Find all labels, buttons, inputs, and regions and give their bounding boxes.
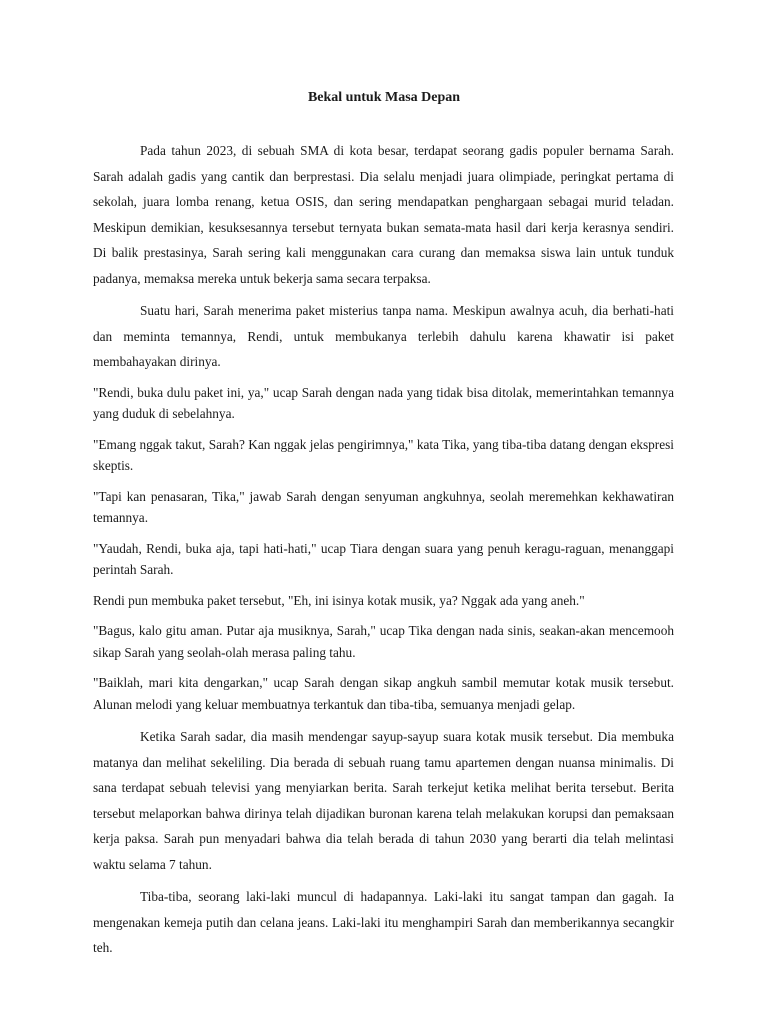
paragraph-package: Suatu hari, Sarah menerima paket misterius tanpa nama. Meskipun awalnya acuh, dia berhati-hati dan meminta temannya, Rendi, untuk membukanya terlebih dahulu karena khawatir isi paket membahayakan dirinya.: [93, 303, 674, 369]
dialogue-paragraph: "Emang nggak takut, Sarah? Kan nggak jelas pengirimnya," kata Tika, yang tiba-tiba datang dengan ekspresi skeptis.: [93, 436, 674, 473]
dialogue-paragraph: "Tapi kan penasaran, Tika," jawab Sarah dengan senyuman angkuhnya, seolah meremehkan kekhawatiran temannya.: [93, 488, 674, 525]
paragraph-awakening: Ketika Sarah sadar, dia masih mendengar sayup-sayup suara kotak musik tersebut. Dia membuka matanya dan melihat sekeliling. Dia berada di sebuah ruang tamu apartemen dengan nuansa minimalis. Di sana terdapat sebuah televisi yang menyiarkan berita. Sarah terkejut ketika melihat berita tersebut. Berita tersebut melaporkan bahwa dirinya telah dijadikan buronan karena telah melakukan korupsi dan pemaksaan kerja paksa. Sarah pun menyadari bahwa dia telah berada di tahun 2030 yang berarti dia telah melintasi waktu selama 7 tahun.: [93, 729, 674, 872]
paragraph-stranger: Tiba-tiba, seorang laki-laki muncul di hadapannya. Laki-laki itu sangat tampan dan gagah. Ia mengenakan kemeja putih dan celana jeans. Laki-laki itu menghampiri Sarah dan memberikannya secangkir teh.: [93, 889, 674, 955]
dialogue-paragraph: Rendi pun membuka paket tersebut, "Eh, ini isinya kotak musik, ya? Nggak ada yang aneh.": [93, 592, 585, 608]
dialogue-paragraph: "Rendi, buka dulu paket ini, ya," ucap Sarah dengan nada yang tidak bisa ditolak, memerintahkan temannya yang duduk di sebelahnya.: [93, 384, 674, 421]
dialogue-paragraph: "Yaudah, Rendi, buka aja, tapi hati-hati," ucap Tiara dengan suara yang penuh keragu-raguan, menanggapi perintah Sarah.: [93, 540, 674, 577]
paragraph-intro: Pada tahun 2023, di sebuah SMA di kota besar, terdapat seorang gadis populer bernama Sarah. Sarah adalah gadis yang cantik dan berprestasi. Dia selalu menjadi juara olimpiade, peringkat pertama di sekolah, juara lomba renang, ketua OSIS, dan sering mendapatkan penghargaan sebagai murid teladan. Meskipun demikian, kesuksesannya tersebut ternyata bukan semata-mata hasil dari kerja kerasnya sendiri. Di balik prestasinya, Sarah sering kali menggunakan cara curang dan memaksa siswa lain untuk tunduk padanya, memaksa mereka untuk bekerja sama secara terpaksa.: [93, 143, 674, 286]
dialogue-paragraph: "Baiklah, mari kita dengarkan," ucap Sarah dengan sikap angkuh sambil memutar kotak musik tersebut. Alunan melodi yang keluar membuatnya terkantuk dan tiba-tiba, semuanya menjadi gelap.: [93, 675, 674, 712]
dialogue-paragraph: "Bagus, kalo gitu aman. Putar aja musiknya, Sarah," ucap Tika dengan nada sinis, seakan-akan mencemooh sikap Sarah yang seolah-olah merasa paling tahu.: [93, 623, 674, 660]
document-title: Bekal untuk Masa Depan: [307, 90, 461, 105]
document-body: [93, 138, 674, 961]
